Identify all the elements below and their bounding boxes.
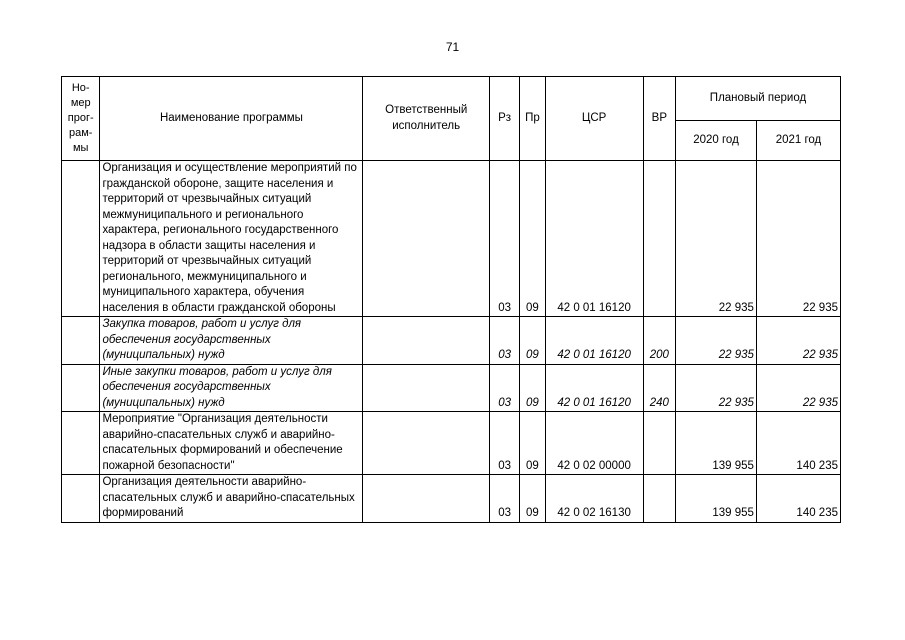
header-rz: Рз <box>489 77 519 161</box>
header-planned-period: Плановый период <box>676 77 841 121</box>
table-row <box>62 412 841 475</box>
row-rz: 03 <box>489 161 519 317</box>
row-executor <box>363 161 489 317</box>
row-program-number <box>62 161 100 317</box>
row-amount-2020: 139 955 <box>676 475 757 523</box>
header-csr: ЦСР <box>545 77 643 161</box>
row-csr: 42 0 01 16120 <box>545 364 643 412</box>
row-program-name: Организация деятельности аварийно-спасательных служб и аварийно-спасательных формирований <box>100 475 363 523</box>
row-rz: 03 <box>489 317 519 365</box>
row-amount-2021: 22 935 <box>756 161 840 317</box>
row-vr: 200 <box>643 317 675 365</box>
table-body <box>62 161 841 523</box>
header-year-2021: 2021 год <box>756 121 840 161</box>
row-pr: 09 <box>520 475 545 523</box>
row-rz: 03 <box>489 364 519 412</box>
row-amount-2021: 22 935 <box>756 364 840 412</box>
row-program-name: Организация и осуществление мероприятий по гражданской обороне, защите населения и территорий от чрезвычайных ситуаций межмуниципального и регионального характера, регионального государственного надзора в области защиты населения и территорий от чрезвычайных ситуаций регионального, межмуниципального и муниципального характера, обучения населения в области гражданской обороны <box>100 161 363 317</box>
table-row <box>62 364 841 412</box>
row-csr: 42 0 02 16130 <box>545 475 643 523</box>
header-executor: Ответственный исполнитель <box>363 77 489 161</box>
header-vr: ВР <box>643 77 675 161</box>
row-program-number <box>62 412 100 475</box>
row-rz: 03 <box>489 475 519 523</box>
table-row <box>62 475 841 523</box>
header-pr: Пр <box>520 77 545 161</box>
row-amount-2020: 22 935 <box>676 161 757 317</box>
row-vr <box>643 475 675 523</box>
row-executor <box>363 364 489 412</box>
row-rz: 03 <box>489 412 519 475</box>
header-program-name: Наименование программы <box>100 77 363 161</box>
row-program-number <box>62 475 100 523</box>
row-program-number <box>62 364 100 412</box>
table-row <box>62 161 841 317</box>
row-csr: 42 0 02 00000 <box>545 412 643 475</box>
header-program-number-text: Но- мер прог- рам- мы <box>67 82 94 154</box>
row-vr <box>643 412 675 475</box>
row-program-name: Иные закупки товаров, работ и услуг для обеспечения государственных (муниципальных) нужд <box>100 364 363 412</box>
row-vr <box>643 161 675 317</box>
row-pr: 09 <box>520 317 545 365</box>
row-amount-2021: 22 935 <box>756 317 840 365</box>
row-amount-2021: 140 235 <box>756 412 840 475</box>
row-executor <box>363 317 489 365</box>
row-executor <box>363 412 489 475</box>
row-pr: 09 <box>520 412 545 475</box>
row-csr: 42 0 01 16120 <box>545 317 643 365</box>
page-number: 71 <box>445 40 460 54</box>
header-program-number <box>62 77 100 161</box>
row-amount-2020: 22 935 <box>676 317 757 365</box>
table-row <box>62 317 841 365</box>
row-amount-2021: 140 235 <box>756 475 840 523</box>
row-program-name: Закупка товаров, работ и услуг для обеспечения государственных (муниципальных) нужд <box>100 317 363 365</box>
row-program-name: Мероприятие "Организация деятельности аварийно-спасательных служб и аварийно-спасательных формирований и обеспечение пожарной безопасности" <box>100 412 363 475</box>
budget-table <box>61 76 841 523</box>
row-amount-2020: 22 935 <box>676 364 757 412</box>
row-vr: 240 <box>643 364 675 412</box>
row-pr: 09 <box>520 364 545 412</box>
row-program-number <box>62 317 100 365</box>
header-year-2020: 2020 год <box>676 121 757 161</box>
row-amount-2020: 139 955 <box>676 412 757 475</box>
row-pr: 09 <box>520 161 545 317</box>
table-header <box>62 77 841 161</box>
row-csr: 42 0 01 16120 <box>545 161 643 317</box>
row-executor <box>363 475 489 523</box>
